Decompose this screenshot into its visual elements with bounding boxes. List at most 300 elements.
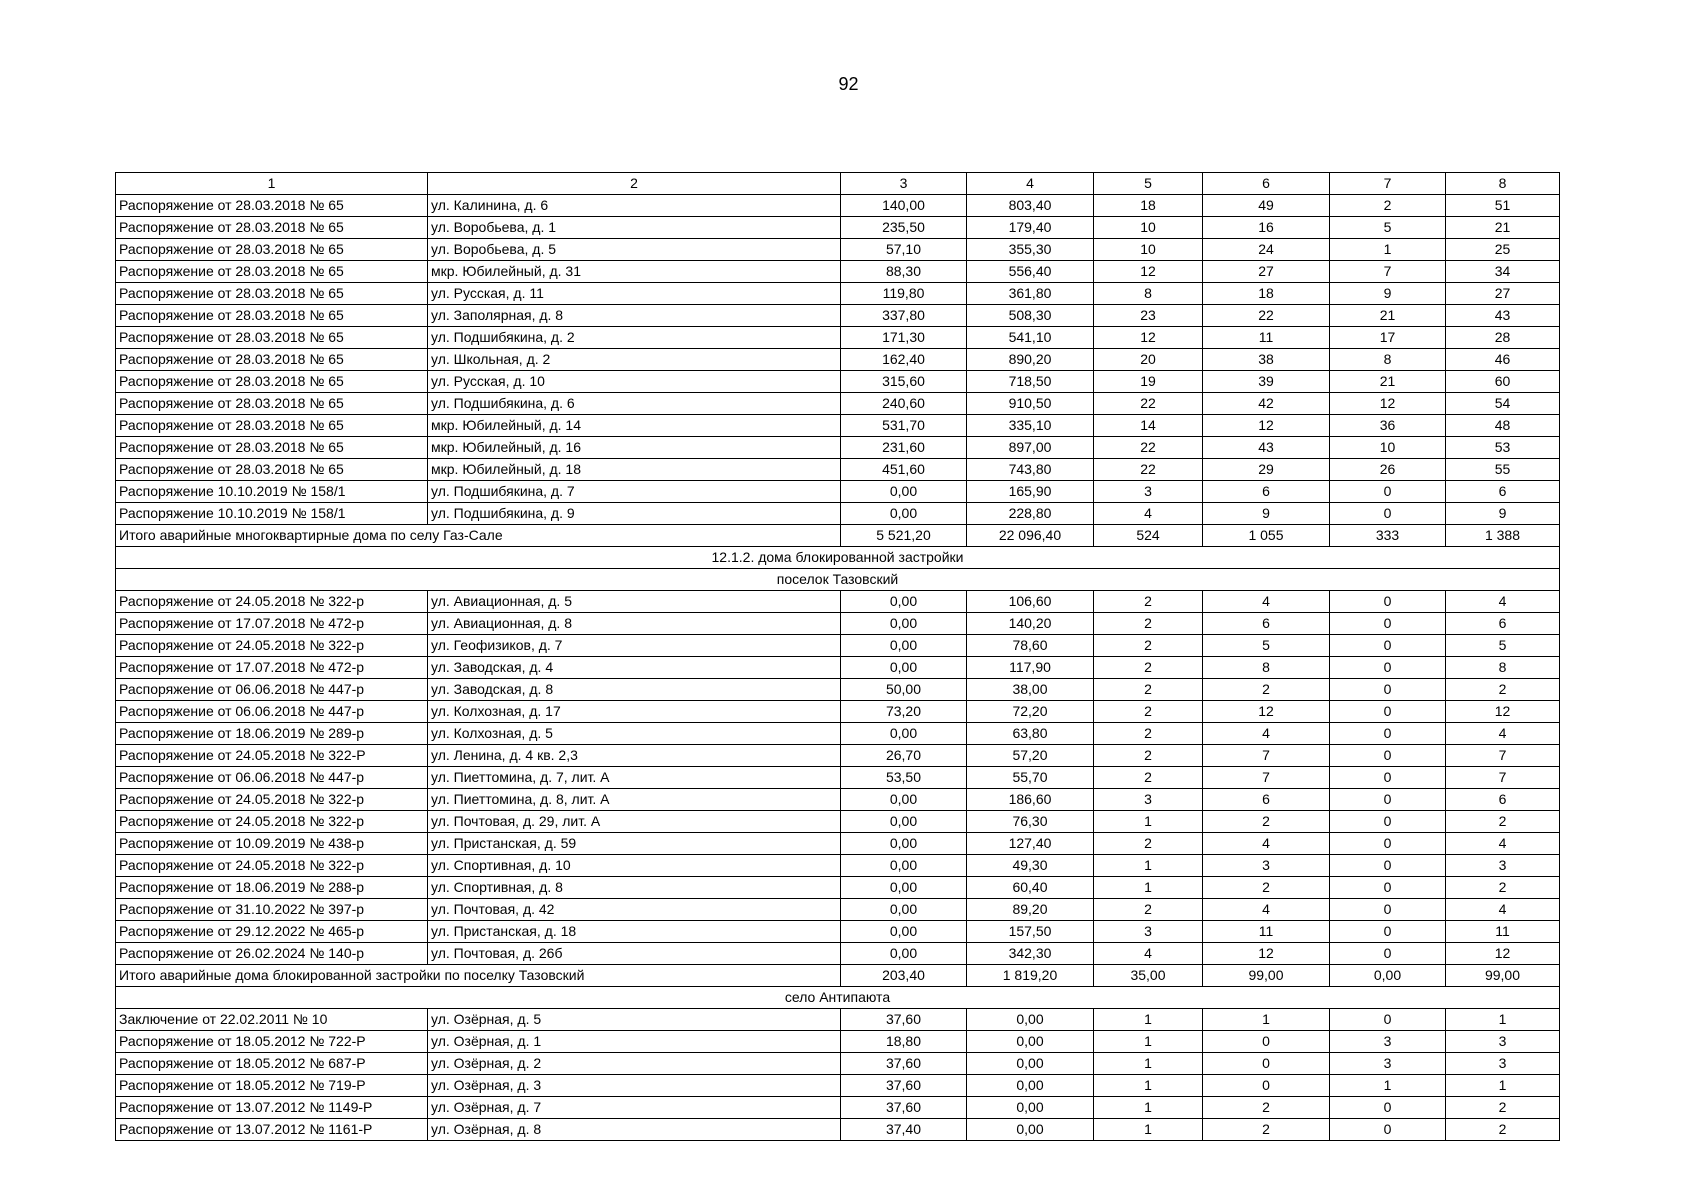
value-cell: 3	[1330, 1031, 1446, 1053]
value-cell: 18	[1094, 195, 1203, 217]
value-cell: 6	[1203, 613, 1330, 635]
address-cell: ул. Заполярная, д. 8	[428, 305, 841, 327]
value-cell: 4	[1203, 723, 1330, 745]
total-value: 99,00	[1203, 965, 1330, 987]
table-row	[116, 261, 1560, 283]
document-cell: Распоряжение от 28.03.2018 № 65	[116, 459, 428, 481]
value-cell: 228,80	[967, 503, 1094, 525]
value-cell: 0	[1330, 899, 1446, 921]
value-cell: 7	[1446, 767, 1560, 789]
value-cell: 179,40	[967, 217, 1094, 239]
table-row	[116, 811, 1560, 833]
value-cell: 0	[1330, 789, 1446, 811]
value-cell: 0	[1330, 877, 1446, 899]
value-cell: 4	[1203, 899, 1330, 921]
value-cell: 8	[1446, 657, 1560, 679]
value-cell: 0	[1330, 701, 1446, 723]
address-cell: ул. Геофизиков, д. 7	[428, 635, 841, 657]
value-cell: 106,60	[967, 591, 1094, 613]
table-row	[116, 305, 1560, 327]
value-cell: 39	[1203, 371, 1330, 393]
value-cell: 4	[1446, 723, 1560, 745]
document-cell: Заключение от 22.02.2011 № 10	[116, 1009, 428, 1031]
table-row	[116, 1097, 1560, 1119]
value-cell: 0	[1330, 679, 1446, 701]
value-cell: 355,30	[967, 239, 1094, 261]
value-cell: 72,20	[967, 701, 1094, 723]
total-value: 524	[1094, 525, 1203, 547]
value-cell: 1	[1094, 1119, 1203, 1141]
table-row	[116, 745, 1560, 767]
column-number-row	[116, 173, 1560, 195]
address-cell: ул. Пристанская, д. 59	[428, 833, 841, 855]
total-row-tazovsky	[116, 965, 1560, 987]
value-cell: 361,80	[967, 283, 1094, 305]
value-cell: 2	[1094, 723, 1203, 745]
value-cell: 0,00	[967, 1053, 1094, 1075]
value-cell: 3	[1094, 789, 1203, 811]
table-row	[116, 833, 1560, 855]
value-cell: 2	[1446, 1119, 1560, 1141]
value-cell: 2	[1203, 1097, 1330, 1119]
value-cell: 0,00	[841, 899, 967, 921]
table-row	[116, 877, 1560, 899]
value-cell: 0	[1330, 921, 1446, 943]
table-body	[116, 173, 1560, 1141]
total-label: Итого аварийные дома блокированной застройки по поселку Тазовский	[116, 965, 841, 987]
document-cell: Распоряжение от 24.05.2018 № 322-р	[116, 591, 428, 613]
column-header: 5	[1094, 173, 1203, 195]
value-cell: 73,20	[841, 701, 967, 723]
value-cell: 28	[1446, 327, 1560, 349]
document-cell: Распоряжение от 10.09.2019 № 438-р	[116, 833, 428, 855]
value-cell: 2	[1203, 679, 1330, 701]
value-cell: 18,80	[841, 1031, 967, 1053]
column-header: 6	[1203, 173, 1330, 195]
total-value: 99,00	[1446, 965, 1560, 987]
value-cell: 0,00	[841, 723, 967, 745]
value-cell: 140,20	[967, 613, 1094, 635]
address-cell: ул. Авиационная, д. 5	[428, 591, 841, 613]
value-cell: 0,00	[841, 811, 967, 833]
value-cell: 2	[1446, 679, 1560, 701]
value-cell: 2	[1446, 877, 1560, 899]
value-cell: 38,00	[967, 679, 1094, 701]
value-cell: 119,80	[841, 283, 967, 305]
document-cell: Распоряжение от 18.06.2019 № 289-р	[116, 723, 428, 745]
value-cell: 0	[1330, 635, 1446, 657]
value-cell: 451,60	[841, 459, 967, 481]
value-cell: 8	[1203, 657, 1330, 679]
table-row	[116, 855, 1560, 877]
section-heading-label: 12.1.2. дома блокированной застройки	[116, 547, 1560, 569]
document-cell: Распоряжение от 13.07.2012 № 1161-Р	[116, 1119, 428, 1141]
value-cell: 0	[1203, 1031, 1330, 1053]
value-cell: 16	[1203, 217, 1330, 239]
value-cell: 26,70	[841, 745, 967, 767]
address-cell: ул. Школьная, д. 2	[428, 349, 841, 371]
value-cell: 1	[1094, 855, 1203, 877]
value-cell: 22	[1094, 437, 1203, 459]
address-cell: ул. Спортивная, д. 10	[428, 855, 841, 877]
value-cell: 57,20	[967, 745, 1094, 767]
table-row	[116, 371, 1560, 393]
value-cell: 4	[1446, 833, 1560, 855]
value-cell: 12	[1446, 701, 1560, 723]
value-cell: 508,30	[967, 305, 1094, 327]
value-cell: 12	[1330, 393, 1446, 415]
value-cell: 11	[1203, 327, 1330, 349]
address-cell: ул. Воробьева, д. 5	[428, 239, 841, 261]
address-cell: ул. Почтовая, д. 42	[428, 899, 841, 921]
document-cell: Распоряжение от 17.07.2018 № 472-р	[116, 657, 428, 679]
value-cell: 46	[1446, 349, 1560, 371]
table-row	[116, 679, 1560, 701]
total-row-gaz-sale	[116, 525, 1560, 547]
address-cell: ул. Почтовая, д. 26б	[428, 943, 841, 965]
document-cell: Распоряжение от 28.03.2018 № 65	[116, 327, 428, 349]
value-cell: 43	[1446, 305, 1560, 327]
column-header: 7	[1330, 173, 1446, 195]
value-cell: 0	[1330, 811, 1446, 833]
address-cell: мкр. Юбилейный, д. 31	[428, 261, 841, 283]
address-cell: ул. Спортивная, д. 8	[428, 877, 841, 899]
column-header: 4	[967, 173, 1094, 195]
value-cell: 55,70	[967, 767, 1094, 789]
value-cell: 0,00	[841, 503, 967, 525]
value-cell: 531,70	[841, 415, 967, 437]
value-cell: 10	[1330, 437, 1446, 459]
value-cell: 1	[1094, 1053, 1203, 1075]
document-cell: Распоряжение от 13.07.2012 № 1149-Р	[116, 1097, 428, 1119]
table-row	[116, 789, 1560, 811]
value-cell: 0	[1330, 613, 1446, 635]
value-cell: 9	[1330, 283, 1446, 305]
subsection-heading-tazovsky-label: поселок Тазовский	[116, 569, 1560, 591]
address-cell: ул. Пристанская, д. 18	[428, 921, 841, 943]
subsection-heading-antipayuta	[116, 987, 1560, 1009]
value-cell: 0	[1330, 767, 1446, 789]
value-cell: 0	[1203, 1075, 1330, 1097]
document-cell: Распоряжение от 06.06.2018 № 447-р	[116, 679, 428, 701]
value-cell: 4	[1446, 899, 1560, 921]
value-cell: 2	[1203, 877, 1330, 899]
value-cell: 27	[1203, 261, 1330, 283]
value-cell: 0	[1330, 481, 1446, 503]
value-cell: 88,30	[841, 261, 967, 283]
document-cell: Распоряжение 10.10.2019 № 158/1	[116, 503, 428, 525]
total-value: 203,40	[841, 965, 967, 987]
table-row	[116, 1009, 1560, 1031]
value-cell: 7	[1203, 767, 1330, 789]
value-cell: 3	[1094, 481, 1203, 503]
value-cell: 1	[1094, 1097, 1203, 1119]
value-cell: 337,80	[841, 305, 967, 327]
value-cell: 57,10	[841, 239, 967, 261]
value-cell: 342,30	[967, 943, 1094, 965]
value-cell: 36	[1330, 415, 1446, 437]
value-cell: 1	[1446, 1009, 1560, 1031]
address-cell: ул. Ленина, д. 4 кв. 2,3	[428, 745, 841, 767]
address-cell: ул. Подшибякина, д. 9	[428, 503, 841, 525]
value-cell: 12	[1094, 261, 1203, 283]
table-row	[116, 327, 1560, 349]
value-cell: 49,30	[967, 855, 1094, 877]
value-cell: 50,00	[841, 679, 967, 701]
document-cell: Распоряжение от 24.05.2018 № 322-р	[116, 789, 428, 811]
total-value: 5 521,20	[841, 525, 967, 547]
address-cell: ул. Почтовая, д. 29, лит. А	[428, 811, 841, 833]
table-row	[116, 503, 1560, 525]
column-header: 1	[116, 173, 428, 195]
table-row	[116, 657, 1560, 679]
value-cell: 48	[1446, 415, 1560, 437]
value-cell: 37,60	[841, 1075, 967, 1097]
document-cell: Распоряжение от 24.05.2018 № 322-р	[116, 811, 428, 833]
table-row	[116, 481, 1560, 503]
subsection-heading-tazovsky	[116, 569, 1560, 591]
value-cell: 186,60	[967, 789, 1094, 811]
value-cell: 6	[1203, 789, 1330, 811]
address-cell: мкр. Юбилейный, д. 16	[428, 437, 841, 459]
table-row	[116, 415, 1560, 437]
value-cell: 19	[1094, 371, 1203, 393]
value-cell: 34	[1446, 261, 1560, 283]
value-cell: 1	[1094, 877, 1203, 899]
document-cell: Распоряжение от 28.03.2018 № 65	[116, 393, 428, 415]
value-cell: 2	[1094, 745, 1203, 767]
value-cell: 11	[1446, 921, 1560, 943]
address-cell: ул. Подшибякина, д. 6	[428, 393, 841, 415]
document-cell: Распоряжение от 18.05.2012 № 687-Р	[116, 1053, 428, 1075]
value-cell: 7	[1446, 745, 1560, 767]
value-cell: 0,00	[841, 789, 967, 811]
document-cell: Распоряжение от 06.06.2018 № 447-р	[116, 701, 428, 723]
value-cell: 127,40	[967, 833, 1094, 855]
table-row	[116, 349, 1560, 371]
document-cell: Распоряжение от 28.03.2018 № 65	[116, 239, 428, 261]
value-cell: 0	[1330, 723, 1446, 745]
value-cell: 10	[1094, 239, 1203, 261]
value-cell: 6	[1446, 789, 1560, 811]
address-cell: ул. Авиационная, д. 8	[428, 613, 841, 635]
value-cell: 1	[1330, 1075, 1446, 1097]
value-cell: 37,40	[841, 1119, 967, 1141]
total-label: Итого аварийные многоквартирные дома по селу Газ-Сале	[116, 525, 841, 547]
value-cell: 2	[1330, 195, 1446, 217]
value-cell: 60,40	[967, 877, 1094, 899]
table-row	[116, 767, 1560, 789]
value-cell: 0,00	[841, 855, 967, 877]
value-cell: 10	[1094, 217, 1203, 239]
value-cell: 0,00	[841, 943, 967, 965]
address-cell: ул. Заводская, д. 4	[428, 657, 841, 679]
value-cell: 3	[1330, 1053, 1446, 1075]
value-cell: 7	[1330, 261, 1446, 283]
value-cell: 12	[1203, 415, 1330, 437]
housing-table	[115, 172, 1560, 1141]
total-value: 333	[1330, 525, 1446, 547]
value-cell: 0	[1330, 657, 1446, 679]
value-cell: 22	[1094, 393, 1203, 415]
value-cell: 0,00	[841, 591, 967, 613]
total-value: 1 388	[1446, 525, 1560, 547]
document-cell: Распоряжение от 31.10.2022 № 397-р	[116, 899, 428, 921]
address-cell: ул. Заводская, д. 8	[428, 679, 841, 701]
total-value: 35,00	[1094, 965, 1203, 987]
value-cell: 2	[1094, 657, 1203, 679]
table-row	[116, 591, 1560, 613]
value-cell: 3	[1446, 855, 1560, 877]
value-cell: 2	[1094, 833, 1203, 855]
document-cell: Распоряжение от 06.06.2018 № 447-р	[116, 767, 428, 789]
address-cell: ул. Озёрная, д. 3	[428, 1075, 841, 1097]
document-cell: Распоряжение от 24.05.2018 № 322-Р	[116, 745, 428, 767]
value-cell: 1	[1330, 239, 1446, 261]
document-cell: Распоряжение от 28.03.2018 № 65	[116, 217, 428, 239]
document-cell: Распоряжение 10.10.2019 № 158/1	[116, 481, 428, 503]
value-cell: 24	[1203, 239, 1330, 261]
total-value: 0,00	[1330, 965, 1446, 987]
document-cell: Распоряжение от 28.03.2018 № 65	[116, 195, 428, 217]
value-cell: 0,00	[841, 657, 967, 679]
table-row	[116, 899, 1560, 921]
value-cell: 2	[1094, 591, 1203, 613]
table-row	[116, 283, 1560, 305]
value-cell: 0	[1330, 1009, 1446, 1031]
value-cell: 0,00	[841, 877, 967, 899]
value-cell: 0	[1330, 855, 1446, 877]
column-header: 8	[1446, 173, 1560, 195]
document-cell: Распоряжение от 26.02.2024 № 140-р	[116, 943, 428, 965]
address-cell: ул. Русская, д. 11	[428, 283, 841, 305]
value-cell: 240,60	[841, 393, 967, 415]
table-row	[116, 1119, 1560, 1141]
value-cell: 718,50	[967, 371, 1094, 393]
value-cell: 1	[1446, 1075, 1560, 1097]
value-cell: 171,30	[841, 327, 967, 349]
value-cell: 55	[1446, 459, 1560, 481]
value-cell: 4	[1094, 943, 1203, 965]
value-cell: 157,50	[967, 921, 1094, 943]
value-cell: 0	[1330, 833, 1446, 855]
value-cell: 63,80	[967, 723, 1094, 745]
value-cell: 2	[1446, 1097, 1560, 1119]
value-cell: 12	[1203, 701, 1330, 723]
table-row	[116, 195, 1560, 217]
document-cell: Распоряжение от 28.03.2018 № 65	[116, 349, 428, 371]
value-cell: 0,00	[967, 1009, 1094, 1031]
table-row	[116, 217, 1560, 239]
value-cell: 0,00	[967, 1031, 1094, 1053]
address-cell: ул. Подшибякина, д. 7	[428, 481, 841, 503]
address-cell: ул. Озёрная, д. 8	[428, 1119, 841, 1141]
document-cell: Распоряжение от 28.03.2018 № 65	[116, 305, 428, 327]
value-cell: 4	[1446, 591, 1560, 613]
table-row	[116, 613, 1560, 635]
value-cell: 5	[1330, 217, 1446, 239]
document-cell: Распоряжение от 28.03.2018 № 65	[116, 415, 428, 437]
value-cell: 37,60	[841, 1053, 967, 1075]
table-row	[116, 1075, 1560, 1097]
value-cell: 0,00	[967, 1097, 1094, 1119]
value-cell: 8	[1094, 283, 1203, 305]
address-cell: ул. Русская, д. 10	[428, 371, 841, 393]
value-cell: 315,60	[841, 371, 967, 393]
value-cell: 89,20	[967, 899, 1094, 921]
value-cell: 51	[1446, 195, 1560, 217]
address-cell: ул. Озёрная, д. 2	[428, 1053, 841, 1075]
value-cell: 60	[1446, 371, 1560, 393]
value-cell: 1	[1094, 811, 1203, 833]
value-cell: 21	[1446, 217, 1560, 239]
value-cell: 27	[1446, 283, 1560, 305]
document-cell: Распоряжение от 28.03.2018 № 65	[116, 261, 428, 283]
value-cell: 743,80	[967, 459, 1094, 481]
value-cell: 9	[1203, 503, 1330, 525]
section-heading	[116, 547, 1560, 569]
value-cell: 1	[1094, 1075, 1203, 1097]
value-cell: 2	[1446, 811, 1560, 833]
address-cell: ул. Колхозная, д. 5	[428, 723, 841, 745]
table-row	[116, 459, 1560, 481]
value-cell: 0,00	[967, 1119, 1094, 1141]
value-cell: 897,00	[967, 437, 1094, 459]
document-cell: Распоряжение от 18.05.2012 № 719-Р	[116, 1075, 428, 1097]
value-cell: 54	[1446, 393, 1560, 415]
value-cell: 235,50	[841, 217, 967, 239]
value-cell: 890,20	[967, 349, 1094, 371]
value-cell: 6	[1446, 481, 1560, 503]
address-cell: ул. Колхозная, д. 17	[428, 701, 841, 723]
total-value: 22 096,40	[967, 525, 1094, 547]
value-cell: 53	[1446, 437, 1560, 459]
value-cell: 37,60	[841, 1009, 967, 1031]
value-cell: 3	[1203, 855, 1330, 877]
value-cell: 2	[1094, 613, 1203, 635]
value-cell: 162,40	[841, 349, 967, 371]
document-cell: Распоряжение от 18.05.2012 № 722-Р	[116, 1031, 428, 1053]
value-cell: 2	[1094, 767, 1203, 789]
document-cell: Распоряжение от 28.03.2018 № 65	[116, 283, 428, 305]
address-cell: мкр. Юбилейный, д. 14	[428, 415, 841, 437]
value-cell: 0,00	[967, 1075, 1094, 1097]
value-cell: 23	[1094, 305, 1203, 327]
table-row	[116, 1053, 1560, 1075]
value-cell: 29	[1203, 459, 1330, 481]
value-cell: 335,10	[967, 415, 1094, 437]
value-cell: 2	[1094, 899, 1203, 921]
value-cell: 38	[1203, 349, 1330, 371]
value-cell: 1	[1094, 1031, 1203, 1053]
table-row	[116, 701, 1560, 723]
value-cell: 0,00	[841, 613, 967, 635]
table-row	[116, 437, 1560, 459]
value-cell: 2	[1094, 679, 1203, 701]
document-cell: Распоряжение от 28.03.2018 № 65	[116, 371, 428, 393]
value-cell: 0,00	[841, 635, 967, 657]
address-cell: ул. Пиеттомина, д. 7, лит. А	[428, 767, 841, 789]
table-row	[116, 393, 1560, 415]
value-cell: 556,40	[967, 261, 1094, 283]
value-cell: 78,60	[967, 635, 1094, 657]
value-cell: 0,00	[841, 921, 967, 943]
value-cell: 117,90	[967, 657, 1094, 679]
value-cell: 0	[1330, 943, 1446, 965]
value-cell: 21	[1330, 371, 1446, 393]
address-cell: ул. Пиеттомина, д. 8, лит. А	[428, 789, 841, 811]
value-cell: 0	[1203, 1053, 1330, 1075]
